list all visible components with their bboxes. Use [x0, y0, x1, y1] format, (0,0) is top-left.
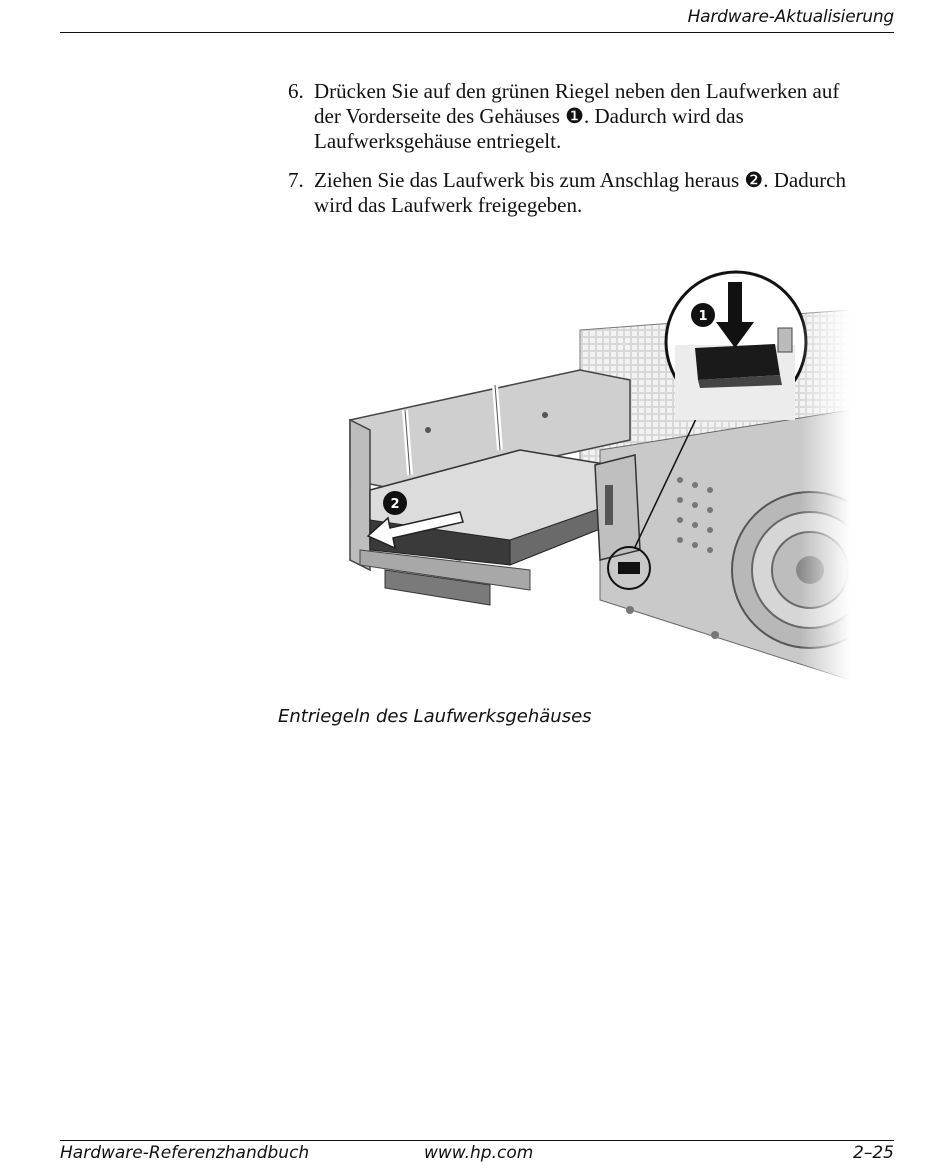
footer-rule [60, 1140, 894, 1141]
step-item [288, 168, 848, 218]
step-item [288, 79, 848, 154]
step-number: 7. [288, 168, 304, 192]
running-header: Hardware-Aktualisierung [687, 7, 894, 27]
callout-1-label: 1 [698, 309, 708, 324]
figure-caption: Entriegeln des Laufwerksgehäuses [278, 706, 592, 727]
step-text: Drücken Sie auf den grünen Riegel neben den Laufwerken auf der Vorderseite des Gehäuses ❶. Dadurch wird das Laufwerksgehäuse entriegelt. [314, 79, 840, 153]
footer-website-link[interactable]: www.hp.com [424, 1143, 534, 1163]
step-text: Ziehen Sie das Laufwerk bis zum Anschlag heraus ❷. Dadurch wird das Laufwerk freigegeben. [314, 168, 847, 217]
step-list [288, 79, 848, 232]
page-number: 2–25 [853, 1143, 894, 1163]
drive-cage-illustration [330, 260, 850, 690]
step-number: 6. [288, 79, 304, 103]
callout-2-label: 2 [390, 497, 400, 512]
header-rule [60, 32, 894, 33]
footer-manual-title: Hardware-Referenzhandbuch [60, 1143, 310, 1163]
